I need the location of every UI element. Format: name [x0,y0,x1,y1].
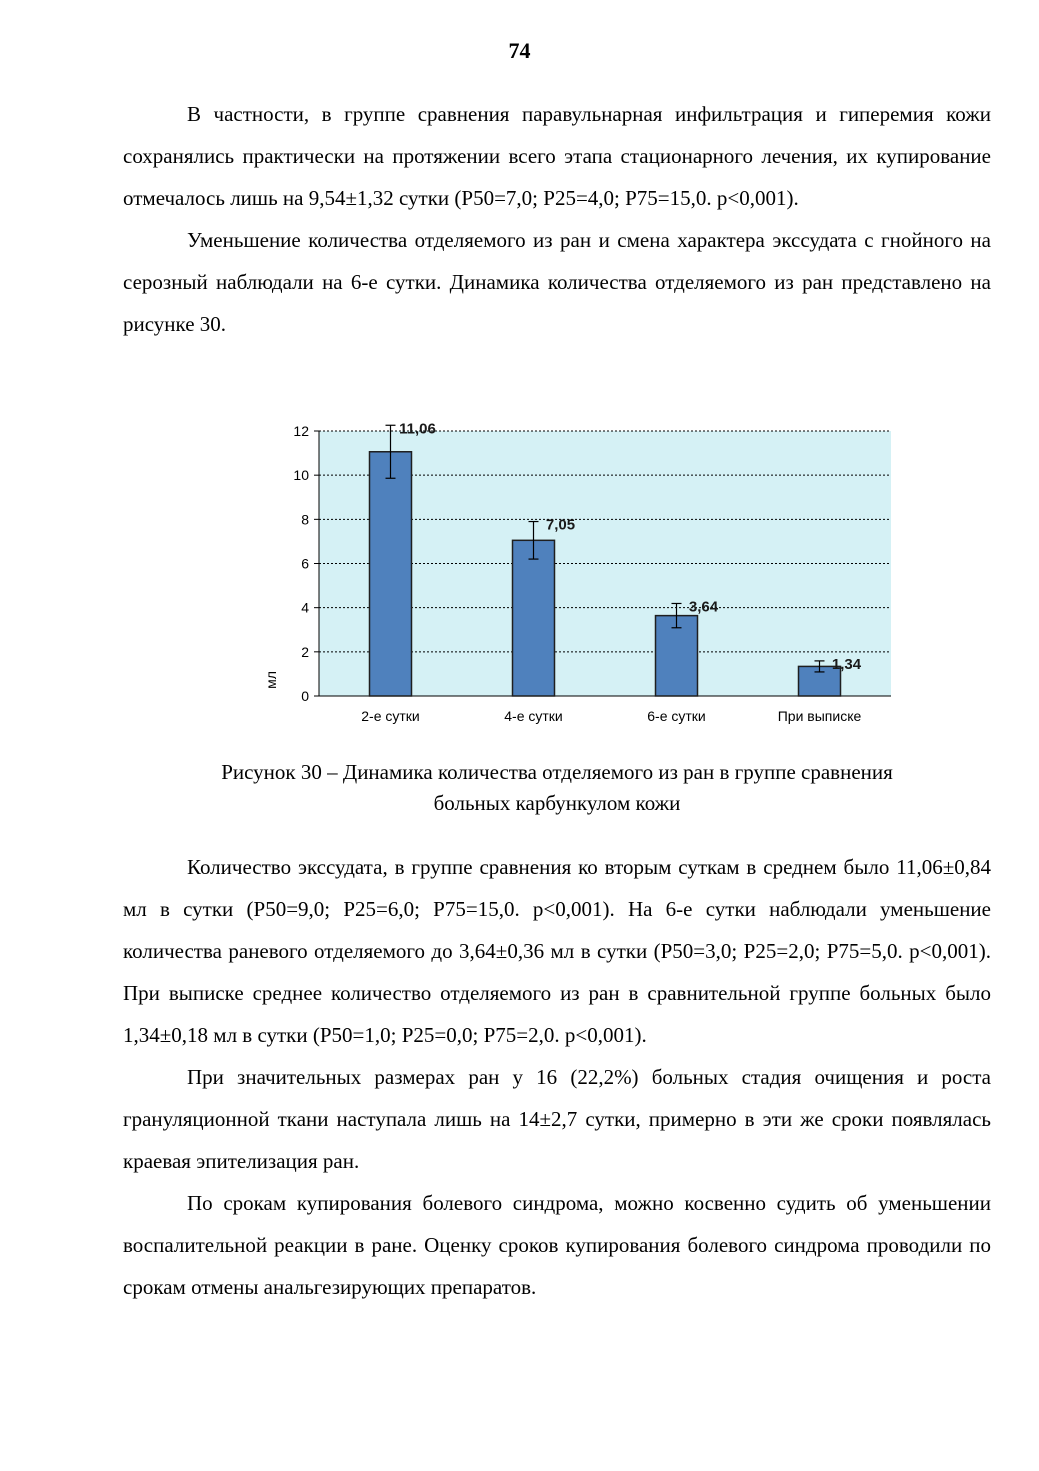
paragraph: В частности, в группе сравнения паравульнарная инфильтрация и гиперемия кожи сохранялись практически на протяжении всего этапа стационарного лечения, их купирование отмечалось лишь на 9,54±1,32 сутки (Р50=7,0; Р25=4,0; Р75=15,0. p<0,001). [123,102,991,210]
y-tick-label: 8 [301,511,309,528]
y-tick-label: 6 [301,555,309,572]
data-label: 11,06 [399,420,436,438]
page-number: 74 [508,38,531,63]
paragraph: По срокам купирования болевого синдрома, можно косвенно судить об уменьшении воспалительной реакции в ране. Оценку сроков купирования болевого синдрома проводили по срокам отмены анальгезирующих препаратов. [123,1191,991,1299]
y-tick-label: 12 [293,423,309,439]
paragraph: Количество экссудата, в группе сравнения ко вторым суткам в среднем было 11,06±0,84 мл в сутки (Р50=9,0; Р25=6,0; Р75=15,0. p<0,001). На 6-е сутки наблюдали уменьшение количества раневого отделяемого до 3,64±0,36 мл в сутки (Р50=3,0; Р25=2,0; Р75=5,0. p<0,001). При выписке среднее количество отделяемого из ран в сравнительной группе больных было 1,34±0,18 мл в сутки (Р50=1,0; Р25=0,0; Р75=2,0. p<0,001). [123,855,991,1047]
x-tick-label: 4-е сутки [504,708,563,724]
body-text-bottom [123,846,991,1308]
bar-chart [250,418,900,736]
body-text-top [123,93,991,345]
data-label: 3,64 [688,598,719,616]
data-label: 1,34 [831,655,862,673]
bar [370,452,412,696]
figure-caption [123,757,991,819]
x-tick-label: 2-е сутки [361,708,420,724]
data-label: 7,05 [545,516,576,534]
y-tick-label: 10 [293,467,309,484]
x-tick-label: 6-е сутки [647,708,706,724]
y-axis-label: мл [263,671,279,689]
bar [513,540,555,696]
y-tick-label: 0 [301,688,309,704]
caption-line: Рисунок 30 – Динамика количества отделяемого из ран в группе сравнения [221,760,893,784]
x-tick-label: При выписке [777,708,862,724]
y-tick-label: 4 [301,599,309,616]
paragraph: При значительных размерах ран у 16 (22,2%) больных стадия очищения и роста грануляционной ткани наступала лишь на 14±2,7 сутки, примерно в эти же сроки появлялась краевая эпителизация ран. [123,1065,991,1173]
chart-svg [250,418,900,736]
y-tick-label: 2 [301,643,309,660]
caption-line: больных карбункулом кожи [433,791,681,815]
paragraph: Уменьшение количества отделяемого из ран и смена характера экссудата с гнойного на серозный наблюдали на 6-е сутки. Динамика количества отделяемого из ран представлено на рисунке 30. [123,228,991,336]
